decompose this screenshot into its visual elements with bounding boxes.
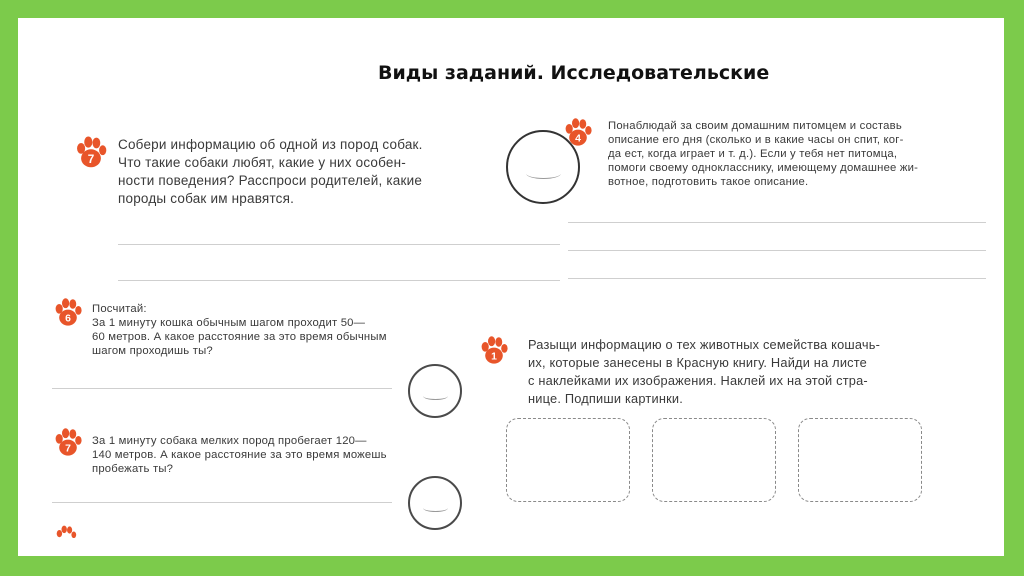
- answer-line: [568, 222, 986, 223]
- answer-line: [118, 280, 560, 281]
- answer-line: [118, 244, 560, 245]
- task-line: описание его дня (сколько и в какие часы он спит, ког-: [608, 134, 904, 146]
- paw-icon: [562, 116, 594, 148]
- task-text: [92, 434, 387, 476]
- paw-icon: [54, 524, 78, 538]
- task-line: вотное, подготовить такое описание.: [608, 176, 809, 188]
- task-number: 4: [575, 133, 581, 145]
- task-number: 6: [65, 313, 71, 325]
- answer-line: [568, 250, 986, 251]
- task-line: Что такие собаки любят, какие у них особен-: [118, 155, 406, 170]
- task-line: Понаблюдай за своим домашним питомцем и составь: [608, 120, 902, 132]
- task-line: да ест, когда играет и т. д.). Если у тебя нет питомца,: [608, 148, 898, 160]
- task-text: [118, 136, 423, 208]
- task-text: [92, 302, 387, 358]
- sticker-box: [798, 418, 922, 502]
- task-line: пробежать ты?: [92, 463, 174, 475]
- task-line: помоги своему однокласснику, имеющему домашнее жи-: [608, 162, 919, 174]
- sticker-box: [506, 418, 630, 502]
- answer-line: [52, 388, 392, 389]
- paw-icon: [52, 426, 84, 458]
- answer-line: [52, 502, 392, 503]
- task-number: 1: [491, 351, 497, 363]
- task-line: За 1 минуту кошка обычным шагом проходит 50—: [92, 317, 366, 329]
- paw-icon: [478, 334, 510, 366]
- task-text: [608, 119, 918, 189]
- slide-title: Виды заданий. Исследовательские: [378, 62, 770, 84]
- smiley-circle-icon: [408, 476, 462, 530]
- paw-icon: [73, 134, 109, 170]
- task-line: шагом проходишь ты?: [92, 345, 213, 357]
- task-line: 60 метров. А какое расстояние за это время обычным: [92, 331, 387, 343]
- task-line: нице. Подпиши картинки.: [528, 391, 683, 406]
- task-line: с наклейками их изображения. Наклей их на этой стра-: [528, 373, 868, 388]
- slide: [18, 18, 1004, 556]
- task-line: Разыщи информацию о тех животных семейства кошачь-: [528, 337, 881, 352]
- smiley-circle-icon: [408, 364, 462, 418]
- task-line: Собери информацию об одной из пород собак.: [118, 137, 423, 152]
- task-line: 140 метров. А какое расстояние за это время можешь: [92, 449, 387, 461]
- sticker-box: [652, 418, 776, 502]
- task-line: ности поведения? Расспроси родителей, какие: [118, 173, 423, 188]
- task-number: 7: [65, 443, 71, 455]
- answer-line: [568, 278, 986, 279]
- task-line: За 1 минуту собака мелких пород пробегает 120—: [92, 435, 367, 447]
- paw-icon: [52, 296, 84, 328]
- task-number: 7: [87, 152, 95, 166]
- task-line: их, которые занесены в Красную книгу. Найди на листе: [528, 355, 867, 370]
- task-text: [528, 336, 880, 408]
- task-line: Посчитай:: [92, 303, 147, 315]
- task-line: породы собак им нравятся.: [118, 191, 295, 206]
